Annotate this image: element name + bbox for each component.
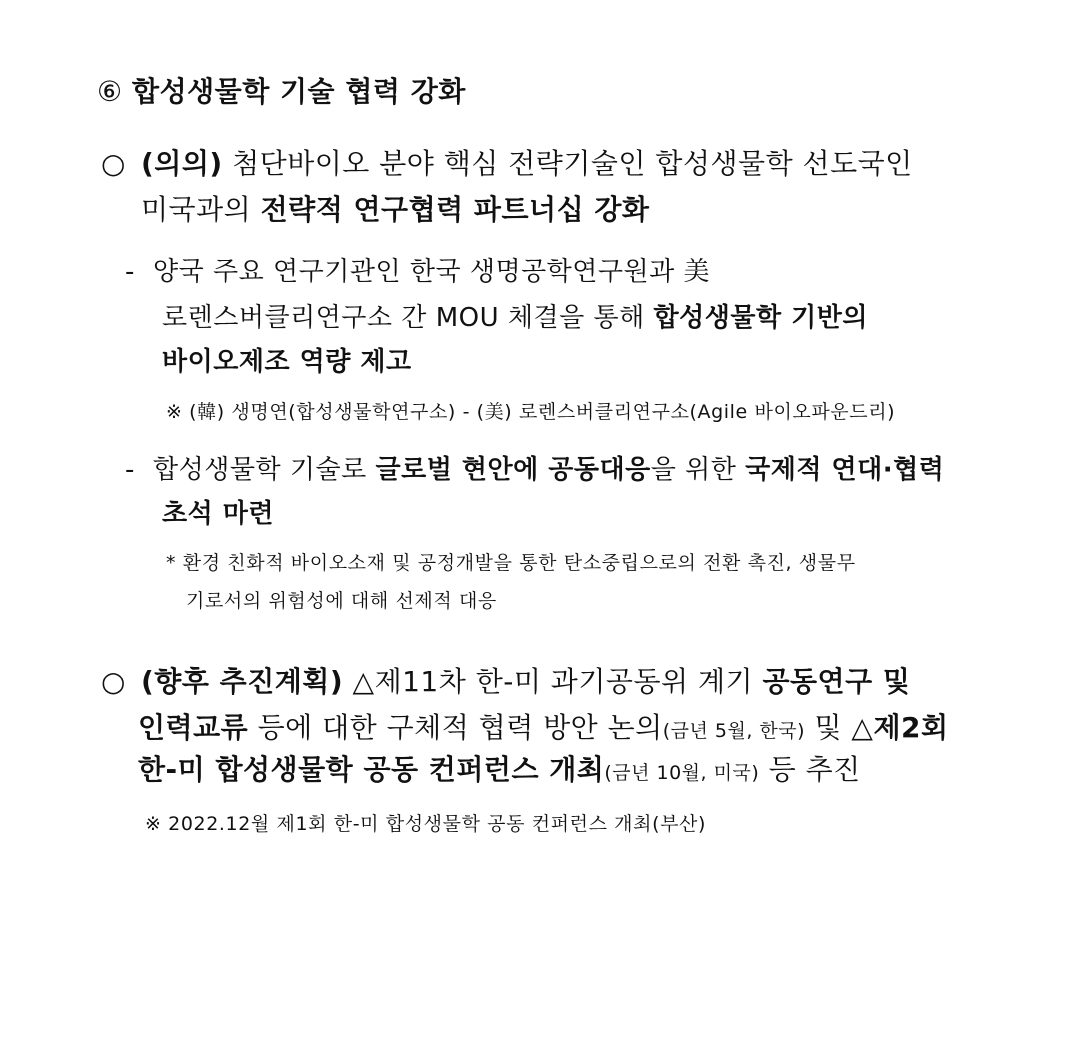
item2-line2-text2: 및 △ — [805, 711, 874, 744]
item2-note: ※ 2022.12월 제1회 한-미 합성생물학 공동 컨퍼런스 개최(부산) — [145, 813, 707, 835]
section-heading — [97, 72, 466, 112]
item2-line2-bold: 인력교류 — [138, 711, 249, 744]
sub2-bold-d: 국제적 연대·협력 — [745, 455, 945, 485]
sub1-line1-text: 양국 주요 연구기관인 한국 생명공학연구원과 美 — [153, 257, 711, 287]
sub1-line2-bold: 합성생물학 기반의 — [653, 303, 868, 333]
dash-bullet: - — [125, 455, 135, 485]
section-title: 합성생물학 기술 협력 강화 — [132, 75, 466, 108]
sub2-bold-b: 글로벌 현안에 공동대응 — [375, 455, 651, 485]
sub1-line1 — [125, 252, 710, 292]
item2-label: (향후 추진계획) — [141, 665, 344, 698]
circled-number: ⑥ — [97, 75, 123, 108]
item2-line3-bold: 한-미 합성생물학 공동 컨퍼런스 개최 — [138, 753, 605, 786]
sub2-line2 — [162, 494, 274, 534]
item1-text: 첨단바이오 분야 핵심 전략기술인 합성생물학 선도국인 — [222, 147, 913, 180]
item1-line2 — [141, 190, 649, 230]
sub1-line2-text: 로렌스버클리연구소 간 MOU 체결을 통해 — [162, 303, 654, 333]
sub2-text-a: 합성생물학 기술로 — [153, 455, 376, 485]
item1-line2-text: 미국과의 — [141, 193, 261, 226]
circle-bullet: ○ — [101, 147, 126, 180]
item2-line2-bold2: 제2회 — [873, 711, 949, 744]
item2-line3-text: 등 추진 — [759, 753, 861, 786]
sub2-text-c: 을 위한 — [650, 455, 746, 485]
item2-line3 — [138, 750, 861, 793]
item2-line1-bold: 공동연구 및 — [762, 665, 911, 698]
sub2-line2-bold: 초석 마련 — [162, 499, 275, 529]
item2-line1 — [101, 662, 910, 702]
item2-line2 — [138, 708, 949, 751]
circle-bullet: ○ — [101, 665, 126, 698]
item1-line1 — [101, 144, 913, 184]
dash-bullet: - — [125, 257, 135, 287]
sub2-note-line2: 기로서의 위험성에 대해 선제적 대응 — [186, 590, 497, 612]
sub2-line1 — [125, 450, 944, 490]
sub1-line3 — [162, 342, 412, 382]
item2-line2-text: 등에 대한 구체적 협력 방안 논의 — [248, 711, 663, 744]
item1-label: (의의) — [141, 147, 223, 180]
item2-line2-small: (금년 5월, 한국) — [662, 720, 806, 742]
item2-line1-text: △제11차 한-미 과기공동위 계기 — [343, 665, 763, 698]
item1-line2-bold: 전략적 연구협력 파트너십 강화 — [260, 193, 650, 226]
item2-line3-small: (금년 10월, 미국) — [604, 762, 760, 784]
sub1-note: ※ (韓) 생명연(합성생물학연구소) - (美) 로렌스버클리연구소(Agile 바이오파운드리) — [166, 401, 896, 423]
sub2-note-line1: * 환경 친화적 바이오소재 및 공정개발을 통한 탄소중립으로의 전환 촉진, 생물무 — [166, 552, 856, 574]
sub1-line3-bold: 바이오제조 역량 제고 — [162, 347, 412, 377]
sub1-line2 — [162, 298, 868, 338]
